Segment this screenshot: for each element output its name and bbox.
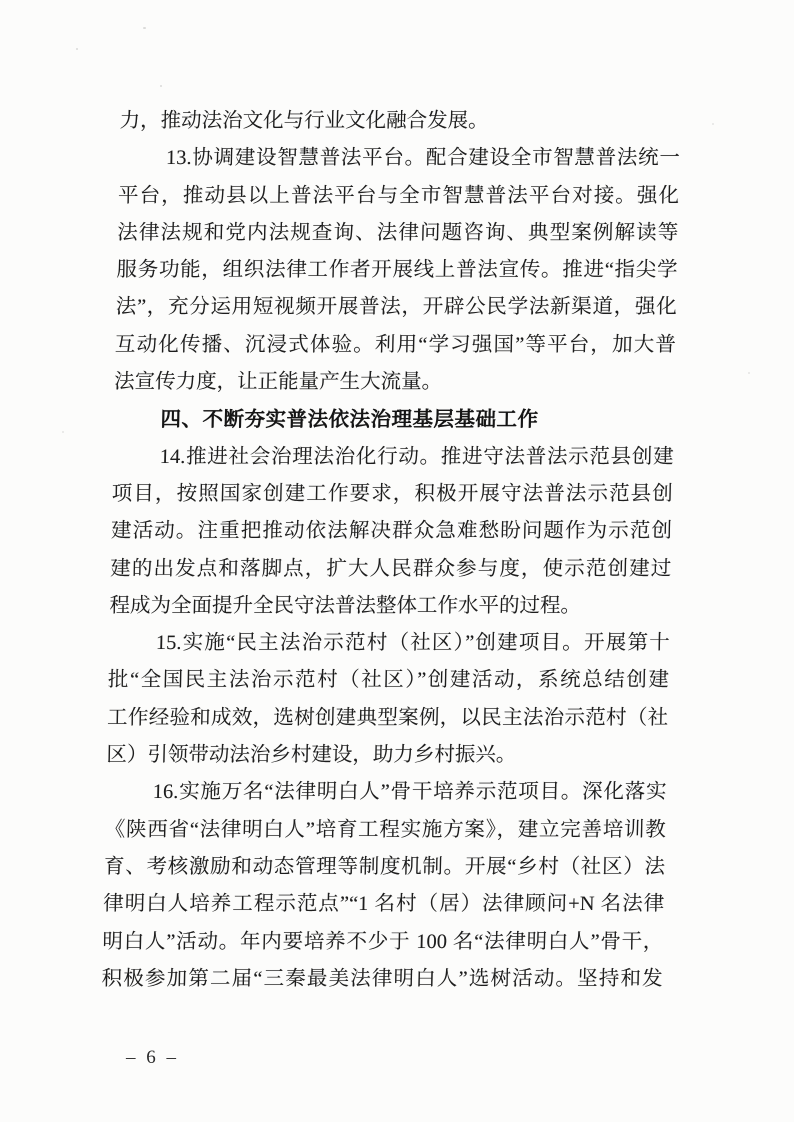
doc-line: 建活动。注重把推动依法解决群众急难愁盼问题作为示范创 [110, 520, 673, 543]
doc-line: 互动化传播、沉浸式体验。利用“学习强国”等平台，加大普 [114, 333, 677, 356]
scan-speck [748, 372, 750, 374]
doc-line: 《陕西省“法律明白人”培育工程实施方案》，建立完善培训教 [104, 818, 667, 841]
scan-speck [143, 27, 146, 29]
doc-line: 平台，推动县以上普法平台与全市智慧普法平台对接。强化 [117, 184, 680, 207]
doc-line: 项目，按照国家创建工作要求，积极开展守法普法示范县创 [111, 482, 674, 505]
section-heading: 四、不断夯实普法依法治理基层基础工作 [160, 408, 539, 432]
doc-line: 15.实施“民主法治示范村（社区）”创建项目。开展第十 [155, 632, 670, 655]
doc-line: 法律法规和党内法规查询、法律问题咨询、典型案例解读等 [117, 221, 679, 244]
scan-speck [160, 85, 162, 87]
doc-line: 育、考核激励和动态管理等制度机制。开展“乡村（社区）法 [103, 855, 666, 878]
doc-line: 工作经验和成效，选树创建典型案例，以民主法治示范村（社 [106, 706, 669, 729]
scan-speck [712, 123, 714, 125]
document-text-block [101, 103, 681, 998]
scan-speck [62, 431, 64, 433]
doc-line: 16.实施万名“法律明白人”骨干培养示范项目。深化落实 [152, 781, 667, 804]
doc-line: 法”，充分运用短视频开展普法，开辟公民学法新渠道，强化 [115, 296, 677, 319]
doc-line: 明白人”活动。年内要培养不少于 100 名“法律明白人”骨干， [102, 930, 664, 953]
doc-line: 法宣传力度，让正能量产生大流量。 [113, 371, 443, 394]
page-number: – 6 – [126, 1047, 179, 1068]
scan-speck [76, 48, 78, 50]
doc-line: 区）引领带动法治乡村建设，助力乡村振兴。 [106, 744, 517, 767]
doc-line: 批“全国民主法治示范村（社区）”创建活动，系统总结创建 [107, 669, 670, 692]
doc-line: 律明白人培养工程示范点”“1 名村（居）法律顾问+N 名法律 [102, 893, 665, 916]
doc-line: 力，推动法治文化与行业文化融合发展。 [119, 110, 489, 132]
doc-line: 13.协调建设智慧普法平台。配合建设全市智慧普法统一 [165, 147, 681, 170]
doc-line: 建的出发点和落脚点，扩大人民群众参与度，使示范创建过 [110, 557, 672, 580]
doc-line: 积极参加第二届“三秦最美法律明白人”选树活动。坚持和发 [101, 967, 663, 990]
doc-line: 14.推进社会治理法治化行动。推进守法普法示范县创建 [159, 445, 674, 468]
doc-line: 服务功能，组织法律工作者开展线上普法宣传。推进“指尖学 [116, 259, 678, 282]
doc-line: 程成为全面提升全民守法普法整体工作水平的过程。 [109, 594, 582, 617]
